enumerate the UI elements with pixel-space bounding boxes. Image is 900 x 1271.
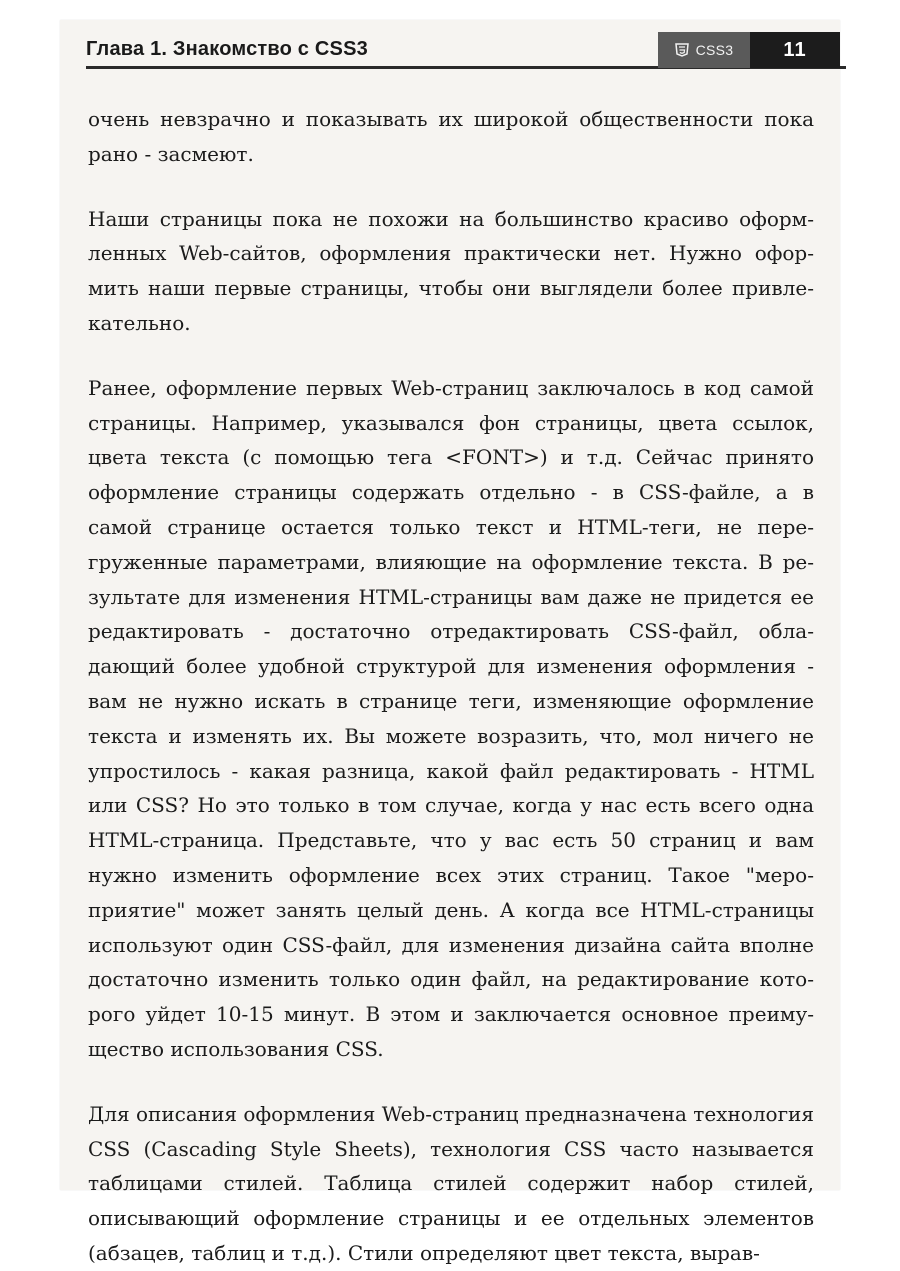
css3-badge-label: CSS3 — [695, 42, 734, 58]
css3-badge — [658, 32, 750, 68]
page-number: 11 — [750, 32, 840, 68]
css3-logo-icon — [675, 43, 689, 57]
paragraph-4: Для описания оформления Web-страниц предназначена технология CSS (Cascading Style Sheets), технология CSS часто называется таблицами стилей. Таблица стилей содержит набор стилей, описывающий оформление страницы и ее отдельных элементов (абзацев, таблиц и т.д.). Стили определяют цвет текста, вырав- — [88, 1101, 814, 1265]
body-text — [88, 102, 814, 1271]
paragraph-1: очень невзрачно и показывать их широкой общественности пока рано - засмеют. — [88, 107, 814, 166]
paragraph-2: Наши страницы пока не похожи на большинство красиво оформленных Web-сайтов, оформления практически нет. Нужно оформить наши первые страницы, чтобы они выглядели более привлекательно. — [88, 206, 814, 335]
chapter-title: Глава 1. Знакомство с CSS3 — [86, 38, 368, 60]
page-header — [60, 20, 840, 75]
paragraph-3: Ранее, оформление первых Web-страниц заключалось в код самой страницы. Например, указывался фон страницы, цвета ссылок, цвета текста (с помощью тега <FONT>) и т.д. Сейчас принято оформление страницы содержать отдельно - в CSS-файле, а в самой странице остается только текст и HTML-теги, не перегруженные параметрами, влияющие на оформление текста. В результате для изменения HTML-страницы вам даже не придется ее редактировать - достаточно отредактировать CSS-файл, обладающий более удобной структурой для изменения оформления - вам не нужно искать в странице теги, изменяющие оформление текста и изменять их. Вы можете возразить, что, мол ничего не упростилось - какая разница, какой файл редактировать - HTML или CSS? Но это только в том случае, когда у нас есть всего одна HTML-страница. Представьте, что у вас есть 50 страниц и вам нужно изменить оформление всех этих страниц. Такое "мероприятие" может занять целый день. А когда все HTML-страницы используют один CSS-файл, для изменения дизайна сайта вполне достаточно изменить только один файл, на редактирование которого уйдет 10-15 минут. В этом и заключается основное преимущество использования CSS. — [88, 375, 814, 1061]
book-page — [60, 20, 840, 1265]
